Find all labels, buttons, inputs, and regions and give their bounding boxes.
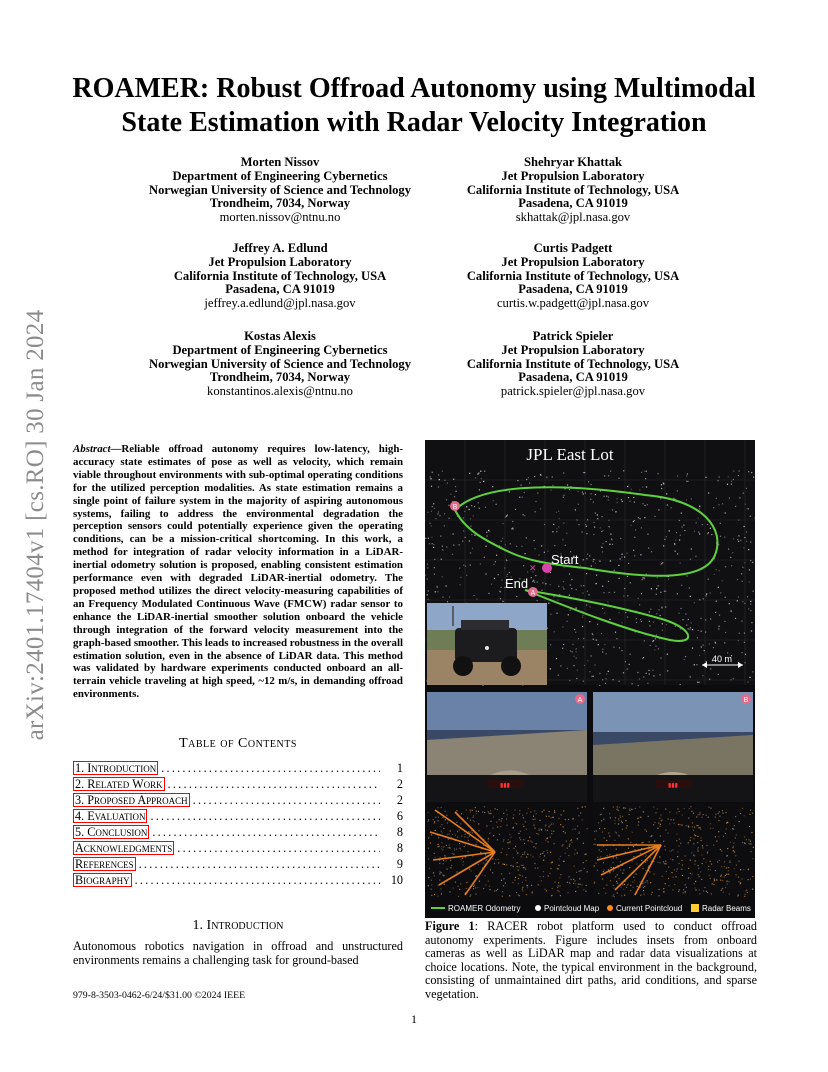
svg-text:▮▮▮: ▮▮▮ — [500, 783, 510, 789]
figure-legend — [431, 904, 751, 913]
toc-page: 8 — [396, 841, 403, 855]
author-email[interactable]: jeffrey.a.edlund@jpl.nasa.gov — [204, 296, 356, 311]
toc-leader — [135, 872, 380, 888]
toc-leader — [152, 824, 380, 840]
author-block — [120, 330, 440, 399]
toc-link[interactable]: Acknowledgments — [75, 841, 173, 855]
legend-map: Pointcloud Map — [544, 904, 600, 913]
author-address: Pasadena, CA 91019 — [518, 370, 628, 385]
author-email[interactable]: patrick.spieler@jpl.nasa.gov — [500, 384, 646, 399]
toc-entry — [73, 856, 403, 872]
abstract-lead: Abstract — [73, 443, 111, 455]
toc-page: 6 — [396, 809, 403, 823]
camera-image-a — [427, 692, 587, 802]
map-title: JPL East Lot — [526, 445, 614, 464]
toc-page: 2 — [396, 793, 403, 807]
author-affiliation: Jet Propulsion Laboratory — [501, 168, 645, 183]
scale-label: 40 m — [711, 654, 733, 664]
toc-entry — [73, 760, 403, 776]
start-label: Start — [551, 552, 579, 567]
author-address: Pasadena, CA 91019 — [518, 196, 628, 211]
page-number: 1 — [411, 1012, 417, 1026]
author-email[interactable]: morten.nissov@ntnu.no — [219, 210, 341, 225]
author-block — [413, 242, 733, 311]
end-label: End — [505, 576, 529, 591]
svg-text:B: B — [452, 504, 458, 511]
legend-radar-swatch — [691, 904, 699, 912]
legend-current: Current Pointcloud — [616, 904, 683, 913]
author-name: Patrick Spieler — [532, 329, 614, 343]
author-block — [120, 242, 440, 311]
toc-link[interactable]: 1. Introduction — [75, 761, 157, 775]
svg-text:B: B — [743, 697, 749, 704]
author-name: Curtis Padgett — [533, 241, 613, 255]
author-address: Pasadena, CA 91019 — [225, 282, 335, 297]
toc-entry — [73, 840, 403, 856]
author-name: Kostas Alexis — [244, 329, 316, 343]
toc-link[interactable]: Biography — [75, 873, 130, 887]
paper-title — [40, 72, 788, 140]
author-affiliation: Jet Propulsion Laboratory — [501, 254, 645, 269]
figure-graphic — [425, 440, 755, 918]
camera-image-b — [593, 692, 753, 802]
legend-current-swatch — [607, 905, 613, 911]
svg-text:A: A — [577, 697, 583, 704]
copyright-notice: 979-8-3503-0462-6/24/$31.00 ©2024 IEEE — [73, 990, 246, 1001]
abstract — [73, 443, 403, 701]
svg-text:▮▮▮: ▮▮▮ — [668, 783, 678, 789]
author-affiliation: Jet Propulsion Laboratory — [501, 342, 645, 357]
author-email[interactable]: skhattak@jpl.nasa.gov — [515, 210, 631, 225]
author-block — [413, 156, 733, 225]
vehicle-photo — [427, 603, 547, 685]
toc-leader — [193, 792, 380, 808]
toc-entry — [73, 808, 403, 824]
toc-page: 9 — [396, 857, 403, 871]
toc-link[interactable]: 5. Conclusion — [75, 825, 148, 839]
author-name: Shehryar Khattak — [523, 155, 623, 169]
toc-page: 2 — [396, 777, 403, 791]
toc-leader — [161, 760, 380, 776]
intro-paragraph: Autonomous robotics navigation in offroad and unstructured environments remains a challenging task for ground-based — [73, 939, 403, 967]
figure-caption — [425, 920, 757, 1002]
figure-1 — [425, 440, 755, 918]
toc-entry — [73, 776, 403, 792]
radar-visualization-b — [593, 806, 754, 897]
author-affiliation: Norwegian University of Science and Technology — [148, 356, 412, 371]
author-affiliation: California Institute of Technology, USA — [466, 356, 680, 371]
arxiv-identifier-stamp: arXiv:2401.17404v1 [cs.RO] 30 Jan 2024 — [22, 309, 49, 741]
toc-leader — [168, 776, 380, 792]
section-heading: 1. Introduction — [192, 918, 284, 933]
toc-entry — [73, 792, 403, 808]
toc-page: 1 — [396, 761, 403, 775]
abstract-text: —Reliable offroad autonomy requires low-latency, high-accuracy state estimates of pose as well as velocity, which remain viable throughout environments with sub-optimal operating conditions for the utilized perception modalities. As state estimation remains a single point of failure system in the majority of aspiring autonomous systems, failing to address the environmental degradation the perception sensors could potentially experience given the operating conditions, can be a mission-critical shortcoming. In this work, a method for integration of radar velocity information in a LiDAR-inertial odometry solution is proposed, enabling consistent estimation performance even with degraded LiDAR-inertial odometry. The proposed method utilizes the direct velocity-measuring capabilities of an Frequency Modulated Continuous Wave (FMCW) radar sensor to enhance the LiDAR-inertial smoother solution onboard the vehicle through integration of the forward velocity measurement into the graph-based smoother. This leads to increased robustness in the overall estimation solution, even in the absence of LiDAR data. This method was validated by hardware experiments conducted onboard an all-terrain vehicle traveling at high speed, ~12 m/s, in demanding offroad environments. — [73, 443, 403, 701]
author-block — [120, 156, 440, 225]
title-line-1: ROAMER: Robust Offroad Autonomy using Multimodal — [72, 73, 756, 104]
toc-link[interactable]: 4. Evaluation — [75, 809, 146, 823]
svg-text:✕: ✕ — [529, 563, 537, 573]
toc-title: Table of Contents — [179, 736, 297, 751]
radar-visualization-a — [427, 806, 588, 897]
author-address: Pasadena, CA 91019 — [518, 282, 628, 297]
toc-leader — [139, 856, 380, 872]
author-affiliation: Department of Engineering Cybernetics — [172, 342, 388, 357]
toc-entry — [73, 824, 403, 840]
author-email[interactable]: curtis.w.padgett@jpl.nasa.gov — [496, 296, 650, 311]
author-affiliation: Department of Engineering Cybernetics — [172, 168, 388, 183]
author-affiliation: Jet Propulsion Laboratory — [208, 254, 352, 269]
author-affiliation: California Institute of Technology, USA — [173, 268, 387, 283]
caption-text: : RACER robot platform used to conduct offroad autonomy experiments. Figure includes insets from onboard cameras as well as LiDAR map and radar data visualizations at choice locations. Note, the typical environment in the background, consisting of unmaintained dirt paths, arid conditions, and sparse vegetation. — [425, 919, 757, 1001]
caption-label: Figure 1 — [425, 919, 475, 933]
author-affiliation: California Institute of Technology, USA — [466, 268, 680, 283]
toc-link[interactable]: 3. Proposed Approach — [75, 793, 188, 807]
author-block — [413, 330, 733, 399]
table-of-contents — [73, 760, 403, 888]
author-email[interactable]: konstantinos.alexis@ntnu.no — [207, 384, 353, 399]
legend-radar: Radar Beams — [702, 904, 751, 913]
toc-leader — [150, 808, 380, 824]
title-line-2: State Estimation with Radar Velocity Integration — [121, 107, 707, 138]
toc-page: 10 — [390, 873, 403, 887]
legend-odometry: ROAMER Odometry — [448, 904, 521, 913]
author-name: Jeffrey A. Edlund — [232, 241, 328, 255]
toc-leader — [177, 840, 380, 856]
author-address: Trondheim, 7034, Norway — [209, 196, 351, 211]
author-address: Trondheim, 7034, Norway — [209, 370, 351, 385]
svg-text:A: A — [530, 590, 536, 597]
author-affiliation: Norwegian University of Science and Technology — [148, 182, 412, 197]
toc-entry — [73, 872, 403, 888]
toc-link[interactable]: 2. Related Work — [75, 777, 163, 791]
author-name: Morten Nissov — [240, 155, 320, 169]
toc-page: 8 — [396, 825, 403, 839]
toc-link[interactable]: References — [75, 857, 134, 871]
legend-map-swatch — [535, 905, 541, 911]
author-affiliation: California Institute of Technology, USA — [466, 182, 680, 197]
